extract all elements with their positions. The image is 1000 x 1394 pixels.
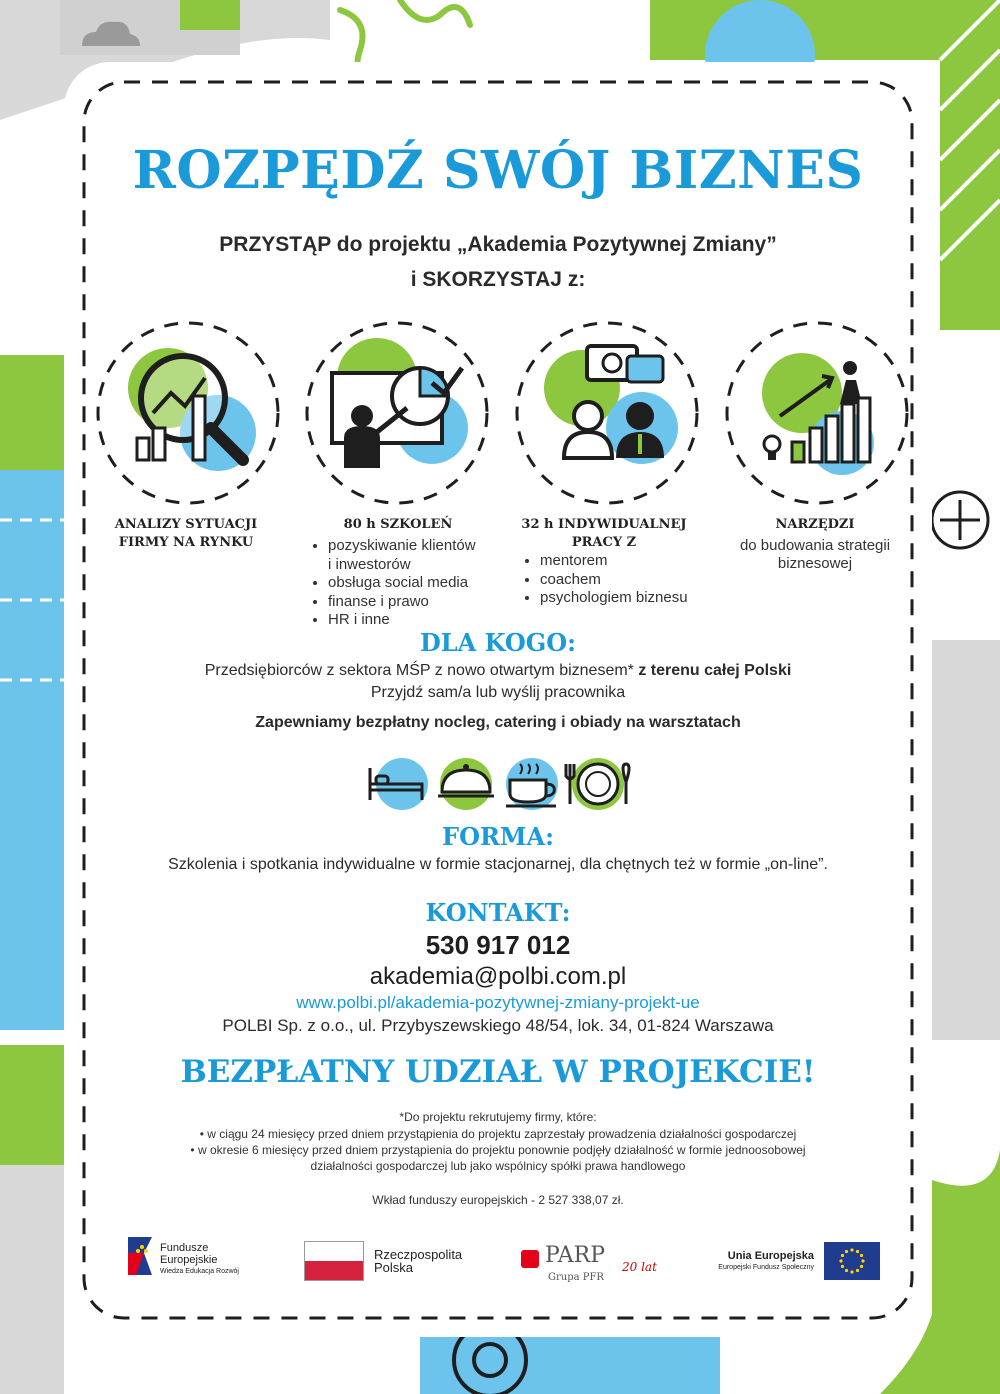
- fundusze-europejskie-logo-icon: [124, 1233, 156, 1279]
- eu-star: [860, 1265, 863, 1268]
- footnote-bullet-2: • w okresie 6 miesięcy przed dniem przystąpienia do projektu ponownie podjęły działalność w formie jednoosobowej: [190, 1143, 806, 1157]
- eu-flag-icon: [824, 1242, 880, 1280]
- growth-icon: [722, 318, 912, 508]
- presentation-icon: [302, 318, 492, 508]
- list-item: • obsługa social media: [328, 574, 518, 593]
- poster-title: ROZPĘDŹ SWÓJ BIZNES: [132, 140, 864, 201]
- mentoring-icon: [512, 318, 702, 508]
- intro-line-2: i SKORZYSTAJ z:: [410, 268, 586, 291]
- footnote-intro: *Do projektu rekrutujemy firmy, które:: [399, 1110, 597, 1124]
- parp-logo: PARP: [545, 1243, 606, 1268]
- eu-star: [845, 1250, 848, 1253]
- bed-icon: [370, 758, 428, 810]
- contact-address: POLBI Sp. z o.o., ul. Przybyszewskiego 48/54, lok. 34, 01-824 Warszawa: [222, 1016, 774, 1035]
- parp-subtitle: Grupa PFR: [548, 1272, 604, 1283]
- benefit-training-list: [308, 537, 518, 630]
- benefit-analysis-title: ANALIZY SYTUACJI FIRMY NA RYNKU: [114, 517, 258, 550]
- funding-amount: Wkład funduszy europejskich - 2 527 338,07 zł.: [372, 1193, 624, 1207]
- eu-star: [860, 1254, 863, 1257]
- contact-phone[interactable]: 530 917 012: [425, 930, 571, 960]
- parp-logo-icon: [521, 1250, 539, 1268]
- free-participation-banner: BEZPŁATNY UDZIAŁ W PROJEKCIE!: [180, 1054, 816, 1090]
- target-line-3: Zapewniamy bezpłatny nocleg, catering i obiady na warsztatach: [255, 714, 741, 731]
- intro-line-1: PRZYSTĄP do projektu „Akademia Pozytywnej Zmiany”: [219, 233, 777, 256]
- benefit-training-title: 80 h SZKOLEŃ: [343, 517, 453, 532]
- list-item: • psychologiem biznesu: [540, 589, 730, 608]
- fundusze-europejskie-logo: Fundusze Europejskie Wiedza Edukacja Rozwój: [160, 1242, 239, 1275]
- list-item: • mentorem: [540, 552, 730, 571]
- polish-flag-icon: [304, 1241, 364, 1281]
- target-heading: DLA KOGO:: [419, 628, 577, 657]
- magnifier-chart-icon: [93, 318, 283, 508]
- coffee-cup-icon: [506, 758, 558, 810]
- eu-star: [841, 1265, 844, 1268]
- form-text: Szkolenia i spotkania indywidualne w formie stacjonarnej, dla chętnych też w formie „on-line”.: [168, 856, 828, 873]
- eu-star: [850, 1270, 853, 1273]
- list-item: • finanse i prawo: [328, 593, 518, 612]
- eu-star: [841, 1254, 844, 1257]
- target-line-2: Przyjdź sam/a lub wyślij pracownika: [370, 684, 626, 701]
- eu-star: [856, 1250, 859, 1253]
- eu-star: [839, 1259, 842, 1262]
- form-heading: FORMA:: [442, 822, 554, 851]
- contact-heading: KONTAKT:: [425, 898, 571, 927]
- list-item: i inwestorów: [328, 555, 411, 573]
- contact-website-link[interactable]: www.polbi.pl/akademia-pozytywnej-zmiany-projekt-ue: [296, 993, 700, 1012]
- contact-email[interactable]: akademia@polbi.com.pl: [369, 963, 627, 990]
- plate-cutlery-icon: [566, 758, 629, 810]
- eu-star: [850, 1248, 853, 1251]
- list-item: • coachem: [540, 571, 730, 590]
- cloche-icon: [438, 758, 494, 810]
- footnote-bullet-2-cont: działalności gospodarczej lub jako wspólnicy spółki prawa handlowego: [310, 1159, 686, 1173]
- list-item: • HR i inne: [328, 611, 518, 630]
- eu-star: [861, 1259, 864, 1262]
- eu-star: [845, 1269, 848, 1272]
- parp-anniversary: 20 lat: [622, 1260, 657, 1274]
- list-item: • pozyskiwanie klientów: [328, 537, 518, 556]
- eu-logo-text: Unia Europejska Europejski Fundusz Społeczny: [718, 1250, 814, 1271]
- benefit-mentoring-title: 32 h INDYWIDUALNEJ PRACY Z: [521, 517, 687, 550]
- target-line-1: Przedsiębiorców z sektora MŚP z nowo otwartym biznesem* z terenu całej Polski: [204, 662, 792, 679]
- footnote-bullet-1: • w ciągu 24 miesięcy przed dniem przystąpienia do projektu zaprzestały prowadzenia działalności gospodarczej: [199, 1127, 797, 1141]
- amenities-row: [364, 756, 634, 812]
- benefit-tools-title: NARZĘDZI: [775, 517, 855, 532]
- eu-star: [856, 1269, 859, 1272]
- benefit-mentoring-list: [520, 552, 730, 608]
- rzeczpospolita-polska-logo: Rzeczpospolita Polska: [374, 1247, 463, 1275]
- benefit-tools-text: do budowania strategii biznesowej: [739, 537, 891, 572]
